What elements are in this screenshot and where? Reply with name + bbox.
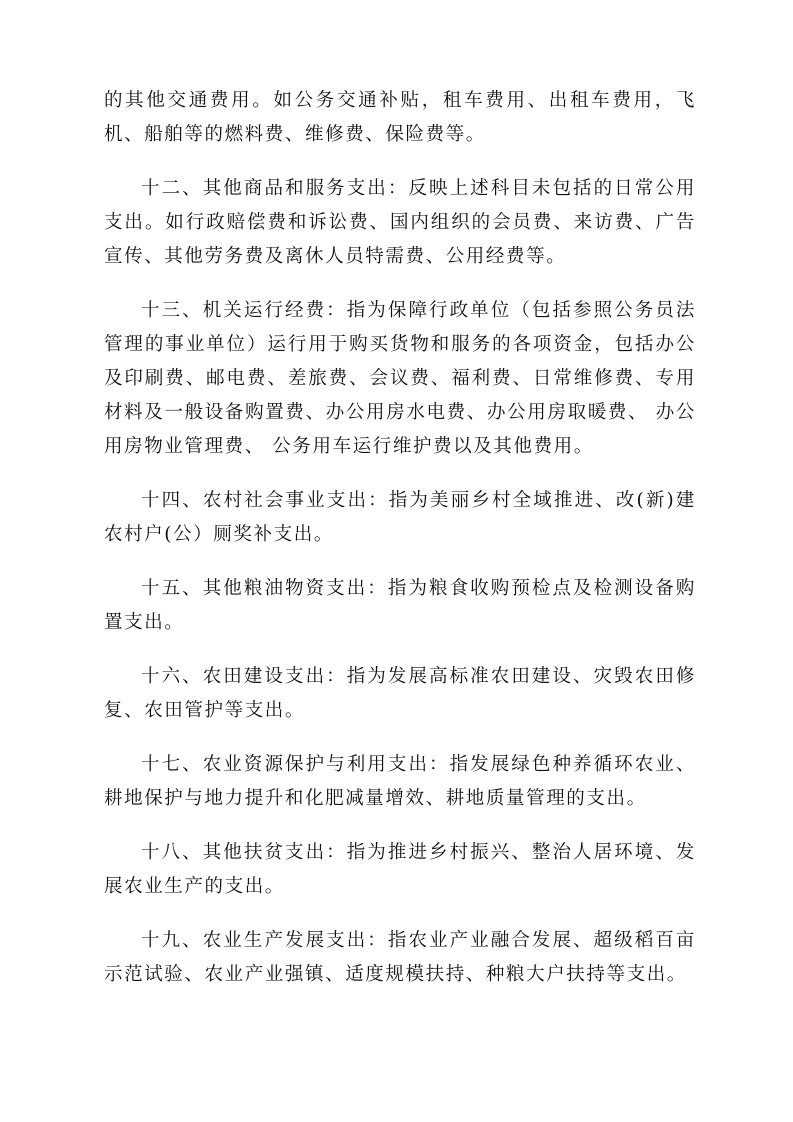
paragraph-item-13: 十三、机关运行经费：指为保障行政单位（包括参照公务员法管理的事业单位）运行用于购买货物和服务的各项资金，包括办公及印刷费、邮电费、差旅费、会议费、福利费、日常维修费、专用材料及一般设备购置费、办公用房水电费、办公用房取暖费、 办公用房物业管理费、 公务用车运行维护费以及其他费用。 xyxy=(104,300,696,457)
paragraph-item-16: 十六、农田建设支出：指为发展高标准农田建设、灾毁农田修复、农田管护等支出。 xyxy=(104,666,696,721)
paragraph-item-15: 十五、其他粮油物资支出：指为粮食收购预检点及检测设备购置支出。 xyxy=(104,578,696,633)
paragraph-item-17: 十七、农业资源保护与利用支出：指发展绿色种养循环农业、耕地保护与地力提升和化肥减量增效、耕地质量管理的支出。 xyxy=(104,754,696,809)
document-body xyxy=(104,84,696,1012)
paragraph-item-18: 十八、其他扶贫支出：指为推进乡村振兴、整治人居环境、发展农业生产的支出。 xyxy=(104,842,696,897)
paragraph-item-19: 十九、农业生产发展支出：指农业产业融合发展、超级稻百亩示范试验、农业产业强镇、适度规模扶持、种粮大户扶持等支出。 xyxy=(104,930,696,985)
paragraph-item-12: 十二、其他商品和服务支出：反映上述科目未包括的日常公用支出。如行政赔偿费和诉讼费、国内组织的会员费、来访费、广告宣传、其他劳务费及离休人员特需费、公用经费等。 xyxy=(104,178,696,267)
paragraph-item-14: 十四、农村社会事业支出：指为美丽乡村全域推进、改(新)建农村户(公）厕奖补支出。 xyxy=(104,490,696,545)
paragraph-continuation: 的其他交通费用。如公务交通补贴，租车费用、出租车费用，飞机、船舶等的燃料费、维修费、保险费等。 xyxy=(104,90,696,145)
